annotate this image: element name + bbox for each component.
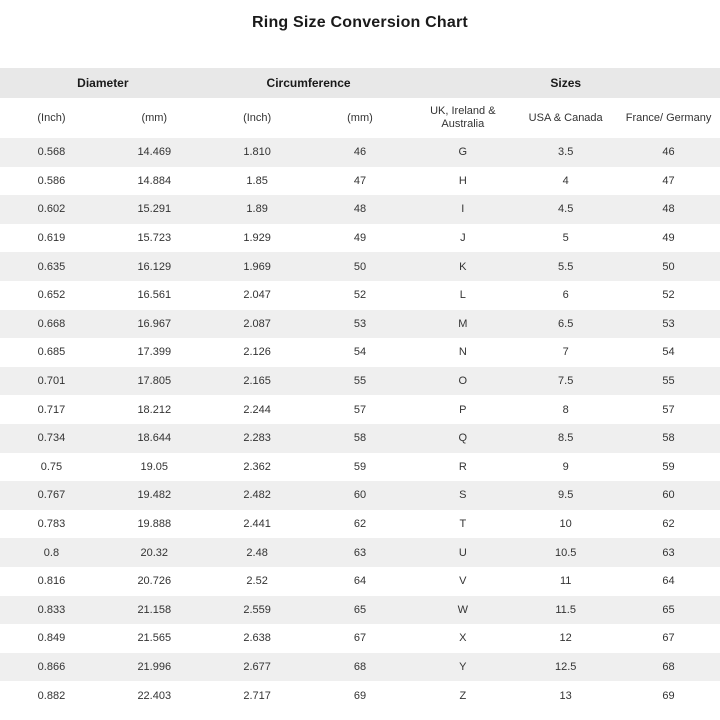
table-cell: 16.967	[103, 310, 206, 339]
table-cell: 58	[617, 424, 720, 453]
table-cell: 65	[617, 596, 720, 625]
table-cell: 2.283	[206, 424, 309, 453]
sub-header-row	[0, 98, 720, 138]
table-cell: 1.810	[206, 138, 309, 167]
table-row	[0, 653, 720, 682]
table-cell: 0.717	[0, 395, 103, 424]
table-cell: 63	[617, 538, 720, 567]
table-cell: V	[411, 567, 514, 596]
table-cell: I	[411, 195, 514, 224]
table-cell: 0.833	[0, 596, 103, 625]
table-cell: J	[411, 224, 514, 253]
table-cell: 16.129	[103, 252, 206, 281]
table-cell: 55	[617, 367, 720, 396]
table-cell: 0.586	[0, 167, 103, 196]
table-cell: 2.441	[206, 510, 309, 539]
table-cell: 9	[514, 453, 617, 482]
table-body	[0, 138, 720, 710]
table-cell: 55	[309, 367, 412, 396]
table-row	[0, 453, 720, 482]
table-cell: W	[411, 596, 514, 625]
table-cell: 18.212	[103, 395, 206, 424]
table-cell: 2.165	[206, 367, 309, 396]
table-cell: 0.767	[0, 481, 103, 510]
table-cell: 48	[617, 195, 720, 224]
table-cell: 0.8	[0, 538, 103, 567]
group-header-diameter: Diameter	[0, 68, 206, 98]
table-cell: 0.602	[0, 195, 103, 224]
table-cell: 1.969	[206, 252, 309, 281]
table-cell: 17.399	[103, 338, 206, 367]
table-row	[0, 252, 720, 281]
table-cell: 11	[514, 567, 617, 596]
column-header-diameter-mm: (mm)	[103, 98, 206, 138]
table-cell: T	[411, 510, 514, 539]
table-cell: G	[411, 138, 514, 167]
table-cell: 64	[617, 567, 720, 596]
table-cell: 12	[514, 624, 617, 653]
table-cell: 2.244	[206, 395, 309, 424]
table-cell: 2.087	[206, 310, 309, 339]
table-cell: 2.047	[206, 281, 309, 310]
table-cell: Z	[411, 681, 514, 710]
table-cell: 59	[309, 453, 412, 482]
table-cell: Y	[411, 653, 514, 682]
table-cell: 0.701	[0, 367, 103, 396]
table-row	[0, 395, 720, 424]
table-cell: 1.929	[206, 224, 309, 253]
table-cell: 52	[309, 281, 412, 310]
table-cell: 21.565	[103, 624, 206, 653]
table-cell: 13	[514, 681, 617, 710]
table-cell: 21.996	[103, 653, 206, 682]
table-cell: 47	[617, 167, 720, 196]
table-cell: 8.5	[514, 424, 617, 453]
table-cell: 50	[309, 252, 412, 281]
table-cell: M	[411, 310, 514, 339]
table-cell: 0.652	[0, 281, 103, 310]
table-cell: 14.884	[103, 167, 206, 196]
table-cell: 47	[309, 167, 412, 196]
table-cell: 2.126	[206, 338, 309, 367]
table-cell: 54	[309, 338, 412, 367]
table-cell: 2.677	[206, 653, 309, 682]
table-cell: H	[411, 167, 514, 196]
table-cell: 5.5	[514, 252, 617, 281]
table-cell: 0.816	[0, 567, 103, 596]
table-row	[0, 624, 720, 653]
table-cell: 46	[617, 138, 720, 167]
table-cell: 68	[617, 653, 720, 682]
table-cell: 19.888	[103, 510, 206, 539]
table-cell: 62	[617, 510, 720, 539]
table-cell: 49	[309, 224, 412, 253]
table-cell: 0.866	[0, 653, 103, 682]
table-cell: 60	[617, 481, 720, 510]
table-row	[0, 281, 720, 310]
table-row	[0, 338, 720, 367]
table-cell: 48	[309, 195, 412, 224]
table-cell: 7	[514, 338, 617, 367]
table-cell: 67	[617, 624, 720, 653]
table-cell: 5	[514, 224, 617, 253]
table-cell: 2.482	[206, 481, 309, 510]
table-cell: 67	[309, 624, 412, 653]
table-cell: 52	[617, 281, 720, 310]
table-cell: U	[411, 538, 514, 567]
table-cell: 2.638	[206, 624, 309, 653]
table-cell: P	[411, 395, 514, 424]
table-cell: 0.849	[0, 624, 103, 653]
table-cell: 16.561	[103, 281, 206, 310]
table-cell: 2.559	[206, 596, 309, 625]
table-cell: 21.158	[103, 596, 206, 625]
table-cell: 58	[309, 424, 412, 453]
table-cell: 6.5	[514, 310, 617, 339]
table-cell: 59	[617, 453, 720, 482]
table-row	[0, 367, 720, 396]
table-cell: 10	[514, 510, 617, 539]
table-cell: 8	[514, 395, 617, 424]
table-cell: K	[411, 252, 514, 281]
table-cell: 15.291	[103, 195, 206, 224]
table-cell: S	[411, 481, 514, 510]
table-cell: O	[411, 367, 514, 396]
table-cell: 69	[309, 681, 412, 710]
table-row	[0, 681, 720, 710]
table-row	[0, 195, 720, 224]
table-cell: 19.482	[103, 481, 206, 510]
table-cell: 4	[514, 167, 617, 196]
table-cell: 4.5	[514, 195, 617, 224]
column-header-diameter-inch: (Inch)	[0, 98, 103, 138]
group-header-sizes: Sizes	[411, 68, 720, 98]
table-cell: 46	[309, 138, 412, 167]
table-cell: 0.882	[0, 681, 103, 710]
table-cell: 2.717	[206, 681, 309, 710]
table-cell: 7.5	[514, 367, 617, 396]
table-cell: 65	[309, 596, 412, 625]
table-cell: 63	[309, 538, 412, 567]
table-cell: 0.619	[0, 224, 103, 253]
table-row	[0, 424, 720, 453]
table-row	[0, 224, 720, 253]
table-row	[0, 138, 720, 167]
table-cell: 17.805	[103, 367, 206, 396]
table-cell: 2.52	[206, 567, 309, 596]
table-cell: 54	[617, 338, 720, 367]
group-header-row	[0, 68, 720, 98]
table-cell: 49	[617, 224, 720, 253]
table-cell: 69	[617, 681, 720, 710]
table-row	[0, 596, 720, 625]
page-title: Ring Size Conversion Chart	[252, 14, 468, 31]
table-cell: Q	[411, 424, 514, 453]
ring-size-conversion-table	[0, 68, 720, 710]
table-cell: 0.783	[0, 510, 103, 539]
table-cell: 18.644	[103, 424, 206, 453]
table-cell: 6	[514, 281, 617, 310]
table-cell: 0.568	[0, 138, 103, 167]
table-cell: 15.723	[103, 224, 206, 253]
table-cell: 57	[617, 395, 720, 424]
table-row	[0, 481, 720, 510]
table-cell: 14.469	[103, 138, 206, 167]
table-cell: 2.362	[206, 453, 309, 482]
table-cell: X	[411, 624, 514, 653]
table-cell: 9.5	[514, 481, 617, 510]
table-row	[0, 167, 720, 196]
table-cell: 12.5	[514, 653, 617, 682]
table-cell: 3.5	[514, 138, 617, 167]
table-cell: 20.32	[103, 538, 206, 567]
column-header-circumference-mm: (mm)	[309, 98, 412, 138]
column-header-uk-ireland-australia: UK, Ireland & Australia	[411, 98, 514, 138]
table-cell: 0.734	[0, 424, 103, 453]
table-cell: R	[411, 453, 514, 482]
table-row	[0, 567, 720, 596]
table-cell: 0.75	[0, 453, 103, 482]
table-cell: 62	[309, 510, 412, 539]
table-cell: 50	[617, 252, 720, 281]
table-cell: 53	[309, 310, 412, 339]
table-cell: 1.85	[206, 167, 309, 196]
table-cell: 19.05	[103, 453, 206, 482]
table-cell: 10.5	[514, 538, 617, 567]
group-header-circumference: Circumference	[206, 68, 412, 98]
table-cell: 64	[309, 567, 412, 596]
table-cell: 22.403	[103, 681, 206, 710]
table-row	[0, 310, 720, 339]
table-cell: 0.685	[0, 338, 103, 367]
table-cell: 1.89	[206, 195, 309, 224]
table-cell: 0.668	[0, 310, 103, 339]
table-cell: N	[411, 338, 514, 367]
table-cell: 11.5	[514, 596, 617, 625]
table-cell: L	[411, 281, 514, 310]
table-cell: 60	[309, 481, 412, 510]
table-row	[0, 510, 720, 539]
table-cell: 20.726	[103, 567, 206, 596]
column-header-france-germany: France/ Germany	[617, 98, 720, 138]
table-cell: 2.48	[206, 538, 309, 567]
table-row	[0, 538, 720, 567]
table-cell: 68	[309, 653, 412, 682]
table-cell: 57	[309, 395, 412, 424]
column-header-circumference-inch: (Inch)	[206, 98, 309, 138]
column-header-usa-canada: USA & Canada	[514, 98, 617, 138]
table-cell: 0.635	[0, 252, 103, 281]
table-cell: 53	[617, 310, 720, 339]
